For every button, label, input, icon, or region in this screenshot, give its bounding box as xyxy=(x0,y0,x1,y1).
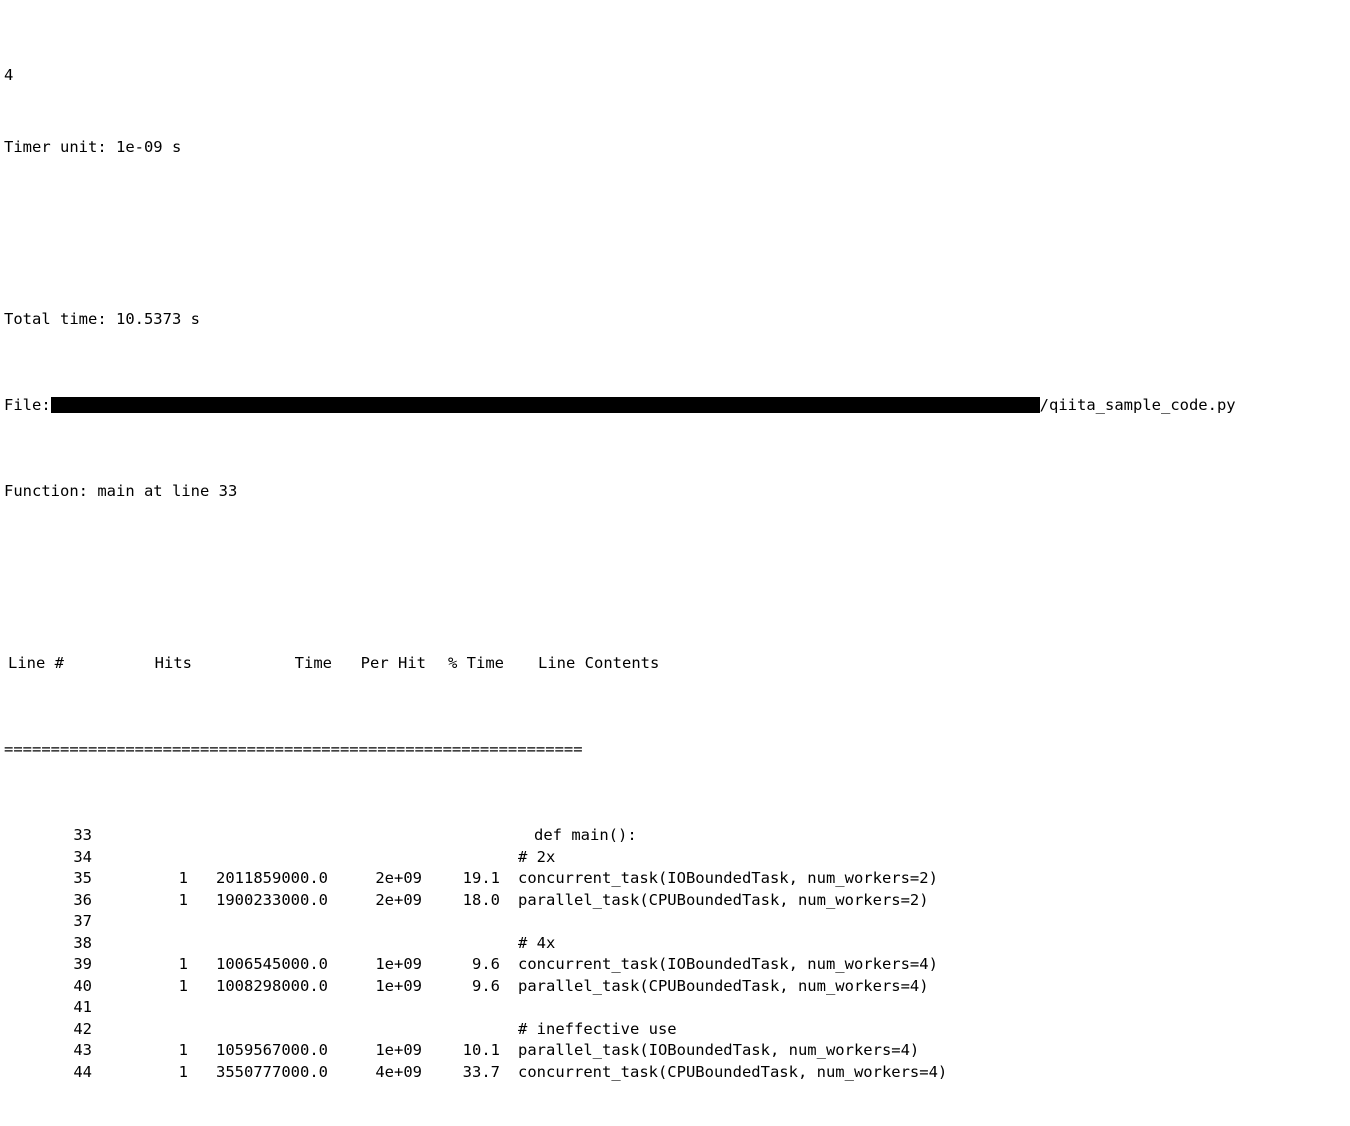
cell-line-num: 33 xyxy=(73,826,92,844)
table-row xyxy=(4,911,1350,933)
cell-per-hit: 1e+09 xyxy=(375,976,422,995)
cell-hits: 1 xyxy=(178,955,188,973)
cell-line-num: 41 xyxy=(73,998,92,1016)
file-label: File: xyxy=(4,396,51,414)
cell-line-contents: # 2x xyxy=(518,847,556,866)
cell-hits: 1 xyxy=(178,976,188,995)
cell-per-hit: 2e+09 xyxy=(375,890,422,909)
table-row xyxy=(4,1040,1350,1062)
cell-time: 3550777000.0 xyxy=(216,1062,328,1081)
cell-line-contents: # ineffective use xyxy=(518,1019,677,1038)
table-row xyxy=(4,868,1350,890)
cell-line-contents: concurrent_task(IOBoundedTask, num_workers=2) xyxy=(518,869,938,887)
table-row xyxy=(4,1062,1350,1084)
table-row xyxy=(4,890,1350,912)
cell-time: 1008298000.0 xyxy=(216,976,328,995)
file-line xyxy=(4,395,1350,417)
cell-time: 1900233000.0 xyxy=(216,890,328,909)
table-row xyxy=(4,954,1350,976)
blank-line-1 xyxy=(4,223,1350,245)
cell-pct-time: 9.6 xyxy=(472,976,500,995)
cell-line-num: 38 xyxy=(73,933,92,952)
cell-pct-time: 19.1 xyxy=(462,869,500,887)
cell-line-num: 43 xyxy=(73,1041,92,1059)
cell-pct-time: 33.7 xyxy=(462,1062,500,1081)
cell-line-num: 37 xyxy=(73,912,92,930)
table-row xyxy=(4,976,1350,998)
table-row xyxy=(4,997,1350,1019)
cell-line-num: 44 xyxy=(73,1062,92,1081)
column-header-pct-time: % Time xyxy=(448,654,504,672)
cell-pct-time: 9.6 xyxy=(472,955,500,973)
cell-per-hit: 1e+09 xyxy=(375,1041,422,1059)
cell-line-contents: def main(): xyxy=(534,826,637,844)
cell-per-hit: 1e+09 xyxy=(375,955,422,973)
column-header-per-hit: Per Hit xyxy=(360,654,426,672)
column-header-time: Time xyxy=(294,654,332,672)
table-header-row xyxy=(4,653,1350,675)
cell-line-contents: parallel_task(CPUBoundedTask, num_workers=4) xyxy=(518,976,929,995)
cell-line-contents: concurrent_task(IOBoundedTask, num_workers=4) xyxy=(518,955,938,973)
cell-pct-time: 18.0 xyxy=(462,890,500,909)
cell-hits: 1 xyxy=(178,890,188,909)
blank-line-2 xyxy=(4,567,1350,589)
column-header-contents: Line Contents xyxy=(538,654,660,672)
cell-time: 1059567000.0 xyxy=(216,1041,328,1059)
cell-per-hit: 2e+09 xyxy=(375,869,422,887)
redacted-path xyxy=(51,397,1040,413)
table-row xyxy=(4,825,1350,847)
cell-hits: 1 xyxy=(178,869,188,887)
cell-line-contents: parallel_task(IOBoundedTask, num_workers=4) xyxy=(518,1041,920,1059)
cell-line-contents: parallel_task(CPUBoundedTask, num_workers=2) xyxy=(518,890,929,909)
total-time-line: Total time: 10.5373 s xyxy=(4,310,200,328)
cell-hits: 1 xyxy=(178,1062,188,1081)
cell-hits: 1 xyxy=(178,1041,188,1059)
table-row xyxy=(4,933,1350,955)
cell-line-num: 35 xyxy=(73,869,92,887)
file-visible-suffix: /qiita_sample_code.py xyxy=(1039,396,1236,414)
table-row xyxy=(4,847,1350,869)
function-line: Function: main at line 33 xyxy=(4,482,238,500)
cell-line-contents: concurrent_task(CPUBoundedTask, num_workers=4) xyxy=(518,1062,948,1081)
cell-pct-time: 10.1 xyxy=(462,1041,500,1059)
table-body xyxy=(4,825,1350,1083)
cell-line-num: 39 xyxy=(73,955,92,973)
table-separator: ============================================================== xyxy=(4,740,583,758)
cell-line-num: 36 xyxy=(73,890,92,909)
cell-time: 1006545000.0 xyxy=(216,955,328,973)
timer-unit-line: Timer unit: 1e-09 s xyxy=(4,138,182,156)
cell-time: 2011859000.0 xyxy=(216,869,328,887)
cell-line-num: 40 xyxy=(73,976,92,995)
cell-per-hit: 4e+09 xyxy=(375,1062,422,1081)
table-row xyxy=(4,1019,1350,1041)
clipped-first-line: 4 xyxy=(4,65,14,84)
column-header-hits: Hits xyxy=(154,654,192,672)
cell-line-num: 42 xyxy=(73,1019,92,1038)
cell-line-contents: # 4x xyxy=(518,933,556,952)
cell-line-num: 34 xyxy=(73,847,92,866)
column-header-line-num: Line # xyxy=(8,654,64,672)
